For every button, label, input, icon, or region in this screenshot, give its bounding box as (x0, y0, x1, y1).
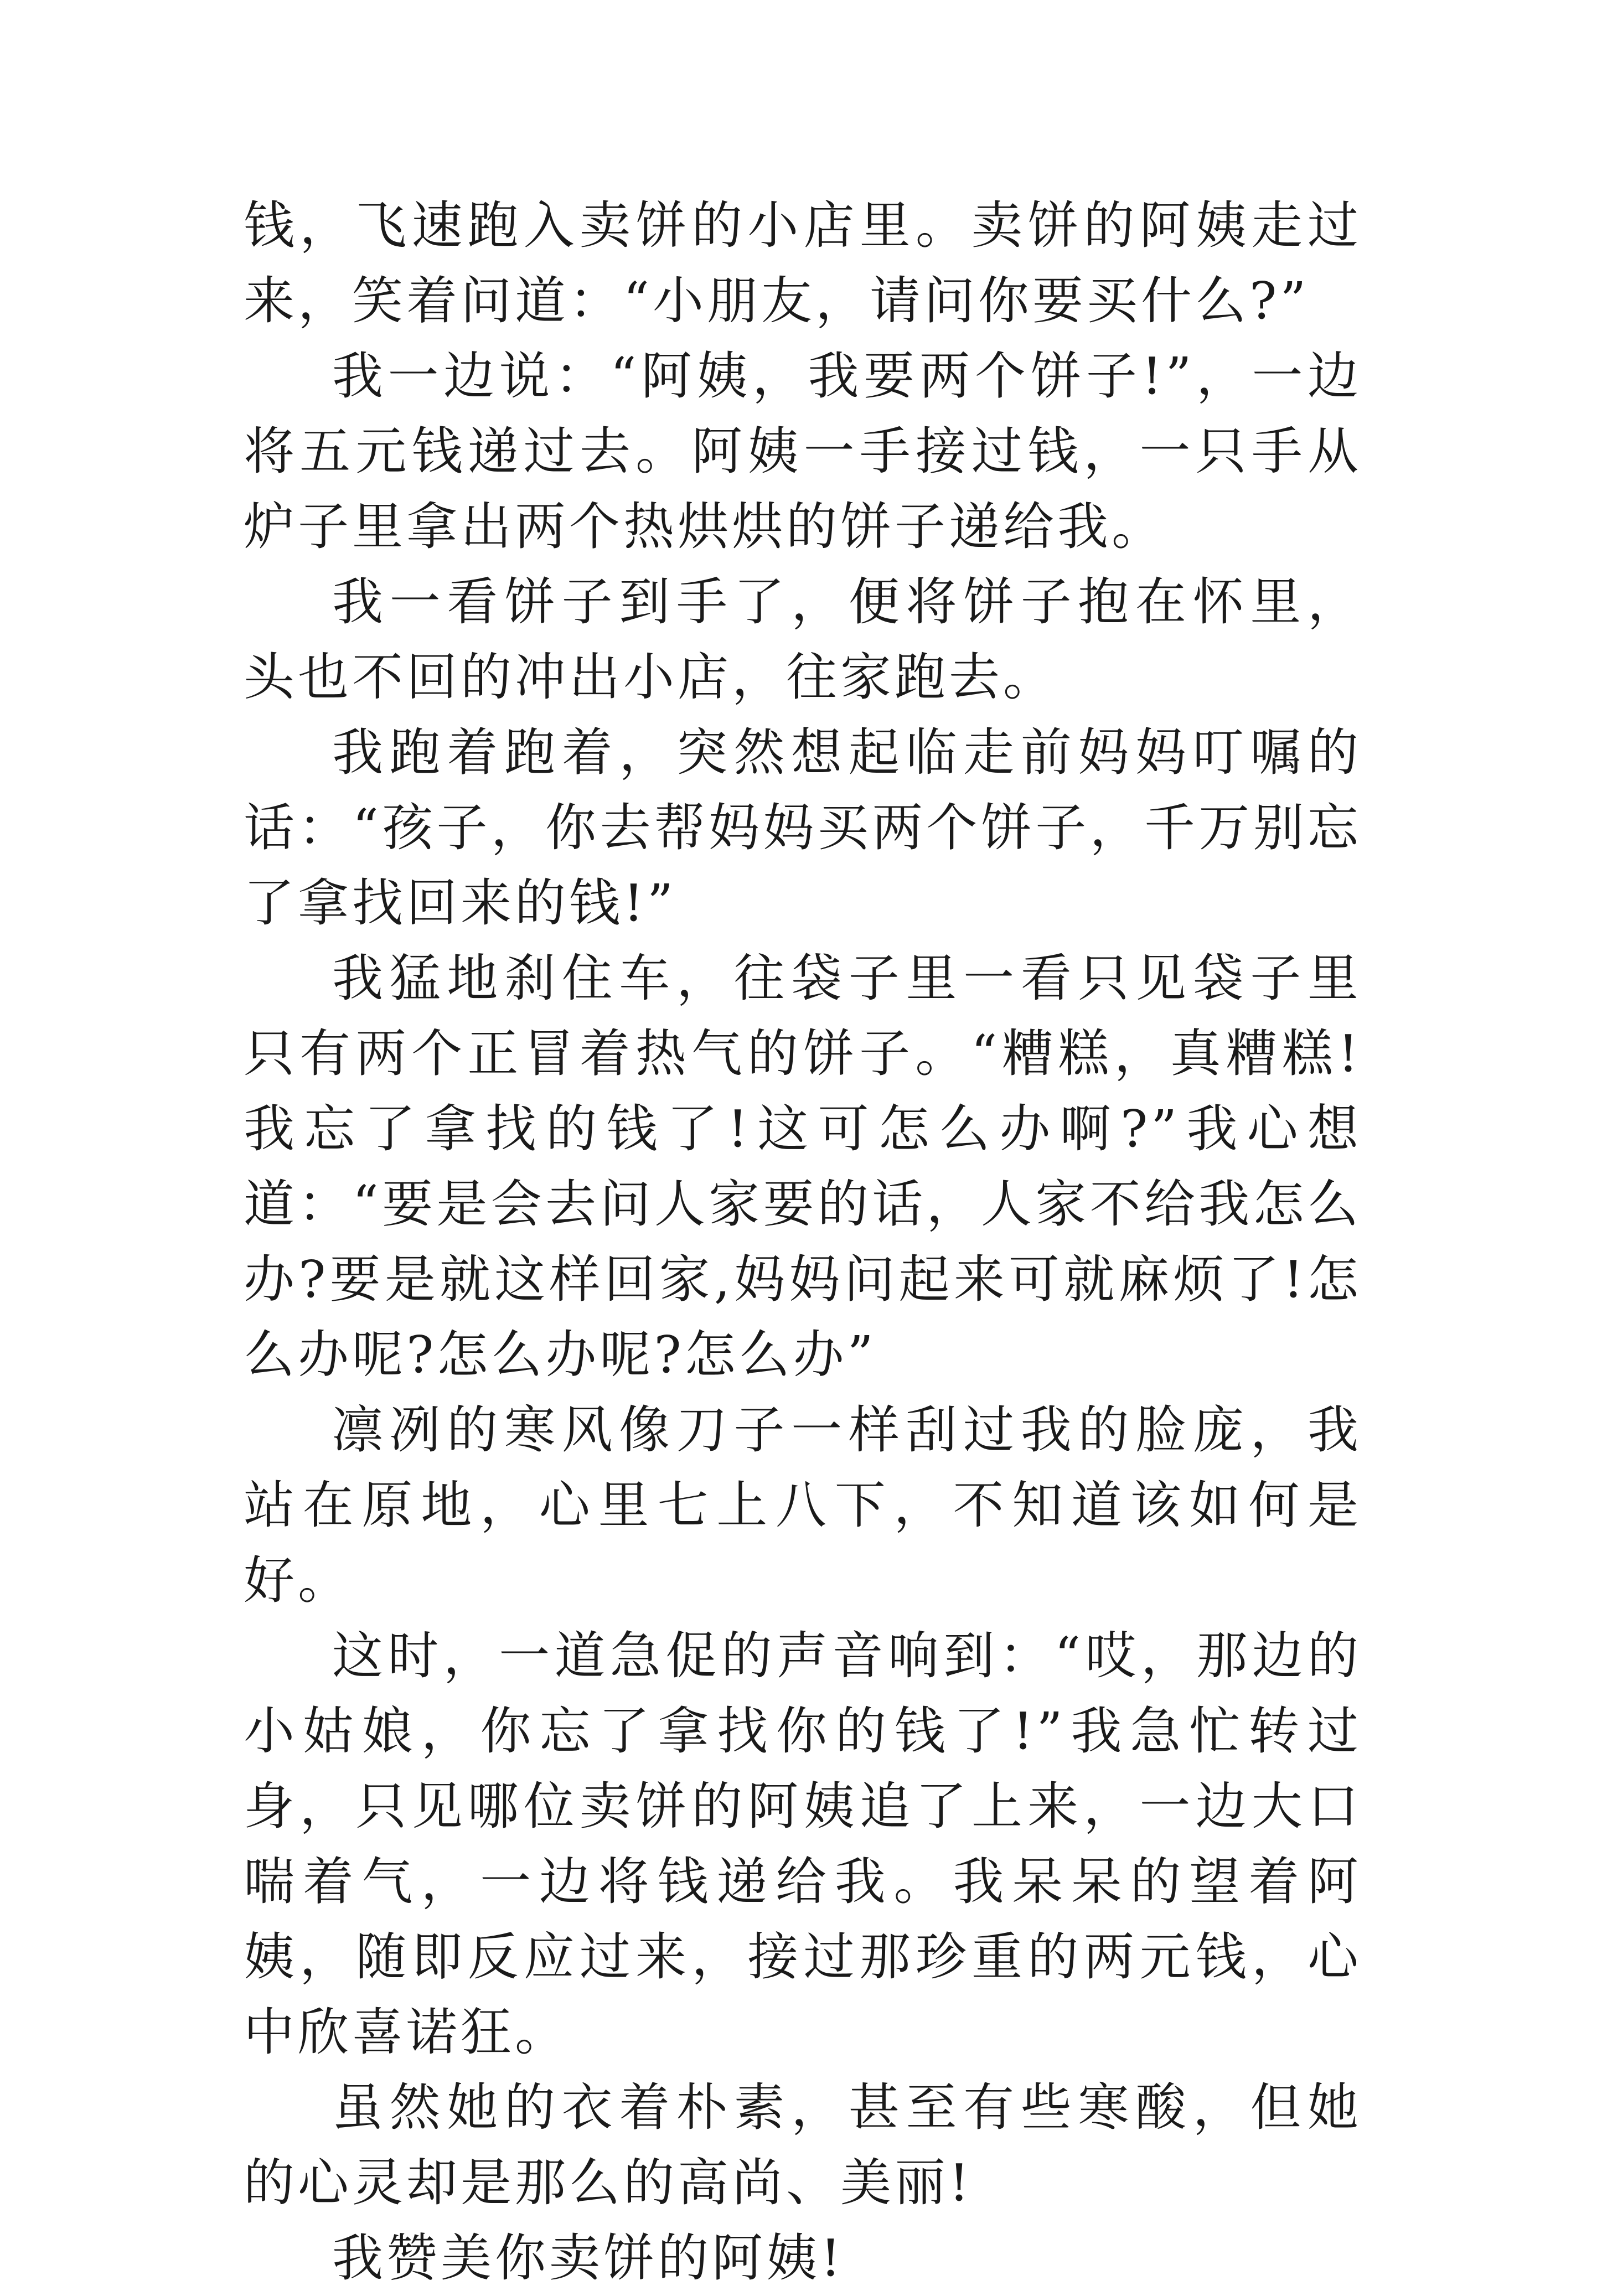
paragraph-5: 我猛地刹住车，往袋子里一看只见袋子里只有两个正冒着热气的饼子。“糟糕，真糟糕!我忘了拿找的钱了!这可怎么办啊?”我心想道：“要是会去问人家要的话，人家不给我怎么办?要是就这样回家,妈妈问起来可就麻烦了!怎么办呢?怎么办呢?怎么办” (244, 949, 1362, 1384)
paragraph-2: 我一边说：“阿姨，我要两个饼子!”，一边将五元钱递过去。阿姨一手接过钱，一只手从炉子里拿出两个热烘烘的饼子递给我。 (244, 347, 1362, 556)
paragraph-3: 我一看饼子到手了，便将饼子抱在怀里，头也不回的冲出小店，往家跑去。 (244, 572, 1362, 707)
document-body (244, 188, 1362, 2296)
paragraph-4: 我跑着跑着，突然想起临走前妈妈叮嘱的话：“孩子，你去帮妈妈买两个饼子，千万别忘了拿找回来的钱!” (244, 723, 1362, 933)
paragraph-7: 这时，一道急促的声音响到：“哎，那边的小姑娘，你忘了拿找你的钱了!”我急忙转过身，只见哪位卖饼的阿姨追了上来，一边大口喘着气，一边将钱递给我。我呆呆的望着阿姨，随即反应过来，接过那珍重的两元钱，心中欣喜诺狂。 (244, 1626, 1362, 2062)
paragraph-8: 虽然她的衣着朴素，甚至有些寒酸，但她的心灵却是那么的高尚、美丽! (244, 2078, 1362, 2212)
paragraph-9: 我赞美你卖饼的阿姨! (332, 2228, 844, 2288)
paragraph-1: 钱，飞速跑入卖饼的小店里。卖饼的阿姨走过来，笑着问道：“小朋友，请问你要买什么?” (244, 196, 1362, 330)
paragraph-6: 凛冽的寒风像刀子一样刮过我的脸庞，我站在原地，心里七上八下，不知道该如何是好。 (244, 1400, 1362, 1610)
